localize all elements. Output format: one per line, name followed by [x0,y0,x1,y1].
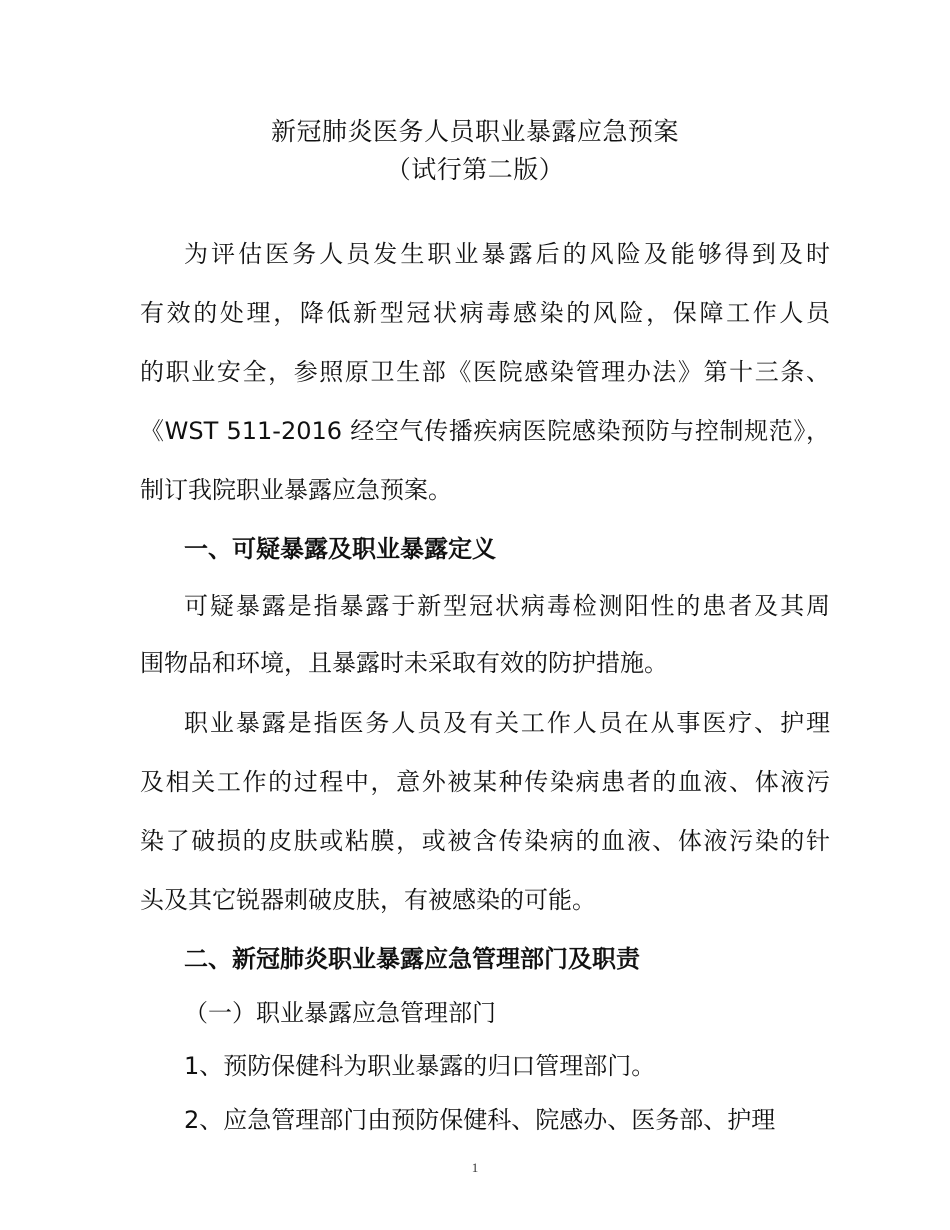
paragraph-line: 《WST 511-2016 经空气传播疾病医院感染预防与控制规范》， [140,417,830,445]
page-number: 1 [471,1160,479,1175]
paragraph-line: 及相关工作的过程中，意外被某种传染病患者的血液、体液污 [140,768,830,796]
list-item: 2、应急管理部门由预防保健科、院感办、医务部、护理 [184,1106,776,1134]
paragraph-line: 的职业安全，参照原卫生部《医院感染管理办法》第十三条、 [140,358,830,386]
paragraph-line: 为评估医务人员发生职业暴露后的风险及能够得到及时 [184,240,830,268]
paragraph-line: 制订我院职业暴露应急预案。 [140,476,452,504]
subsection-heading: （一）职业暴露应急管理部门 [184,999,496,1027]
paragraph-line: 职业暴露是指医务人员及有关工作人员在从事医疗、护理 [184,709,830,737]
document-title: 新冠肺炎医务人员职业暴露应急预案 [270,117,679,146]
paragraph-line: 有效的处理，降低新型冠状病毒感染的风险，保障工作人员 [140,299,830,327]
list-item: 1、预防保健科为职业暴露的归口管理部门。 [184,1052,656,1080]
document-subtitle: （试行第二版） [385,155,565,184]
paragraph-line: 可疑暴露是指暴露于新型冠状病毒检测阳性的患者及其周 [184,592,830,620]
section-heading: 二、新冠肺炎职业暴露应急管理部门及职责 [184,945,640,973]
section-heading: 一、可疑暴露及职业暴露定义 [184,535,496,563]
paragraph-line: 染了破损的皮肤或粘膜，或被含传染病的血液、体液污染的针 [140,827,830,855]
paragraph-line: 围物品和环境，且暴露时未采取有效的防护措施。 [140,649,668,677]
paragraph-line: 头及其它锐器刺破皮肤，有被感染的可能。 [140,886,596,914]
